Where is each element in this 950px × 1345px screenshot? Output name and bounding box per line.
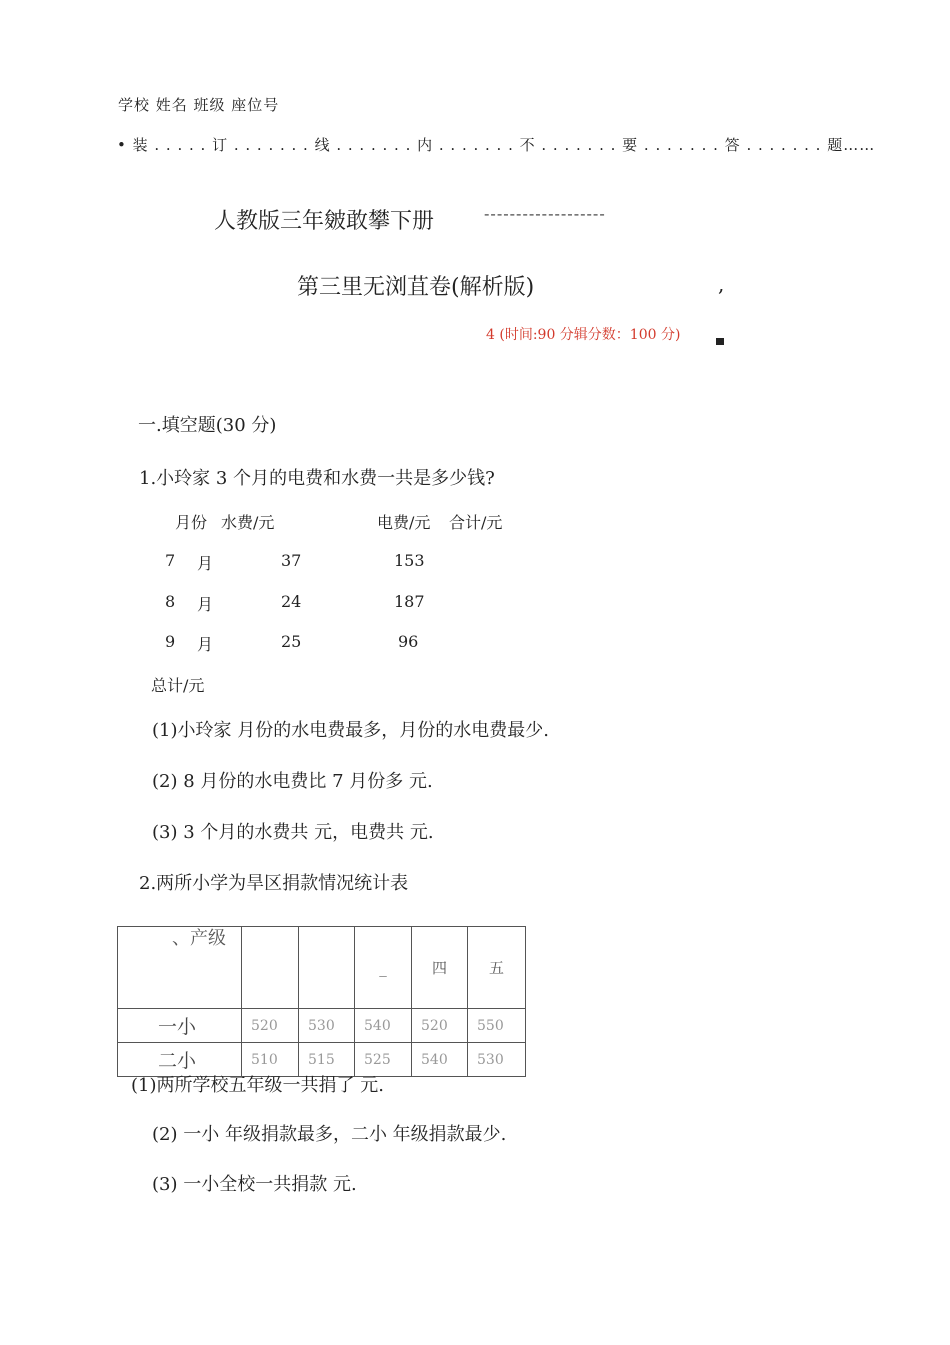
table-cell: 540 [355,1009,412,1043]
col-month-header: 月份 [175,513,208,532]
section-heading: 一.填空题(30 分) [138,415,277,436]
row-elec: 153 [394,551,425,570]
grade-header: 四 [412,927,468,1009]
grade-header [242,927,299,1009]
col-water-header: 水费/元 [221,513,275,532]
seal-line: • 装 . . . . . 订 . . . . . . . 线 . . . . . . . 内 . . . . . . . 不 . . . . . . . 要 . . . . . . . 答 . . . . . . . 题…… [117,136,876,154]
row-elec: 96 [398,632,419,651]
donation-table [117,926,526,1077]
school-name: 一小 [158,1016,197,1038]
table-cell: 530 [468,1043,526,1077]
title-line1: 人教版三年皴敢攀下册 [214,209,435,234]
table-cell: 525 [355,1043,412,1077]
title-line2: 第三里无浏苴卷(解析版) [297,275,535,300]
table-cell: 530 [299,1009,355,1043]
grade-header: _ [355,927,412,1009]
grade-header: 五 [468,927,526,1009]
row-water: 24 [281,592,302,611]
table-cell: 550 [468,1009,526,1043]
table-corner-label: 、产级 [172,928,226,949]
question-2-sub-1: (1)两所学校五年级一共捐了 元. [131,1075,384,1096]
question-1: 1.小玲家 3 个月的电费和水费一共是多少钱? [139,468,495,489]
col-total-header: 合计/元 [449,513,503,532]
question-2-sub-3: (3) 一小全校一共捐款 元. [152,1174,357,1195]
question-2-sub-2: (2) 一小 年级捐款最多，二小 年级捐款最少. [152,1124,507,1145]
row-month-num: 7 [165,551,176,570]
table-cell: 520 [242,1009,299,1043]
row-month-unit: 月 [197,595,214,614]
student-info-line: 学校 姓名 班级 座位号 [118,96,280,114]
table-corner-cell [118,927,242,1009]
row-month-unit: 月 [197,554,214,573]
row-month-num: 9 [165,632,176,651]
col-elec-header: 电费/元 [377,513,431,532]
question-2: 2.两所小学为旱区捐款情况统计表 [139,873,409,894]
table-cell: 510 [242,1043,299,1077]
row-water: 25 [281,632,302,651]
question-1-sub-1: (1)小玲家 月份的水电费最多，月份的水电费最少. [152,720,549,741]
title-comma: , [718,272,725,296]
grade-header [299,927,355,1009]
scan-mark [716,338,724,345]
table-row [118,1009,526,1043]
total-label: 总计/元 [151,676,205,695]
question-1-sub-3: (3) 3 个月的水费共 元，电费共 元. [152,822,434,843]
title-dashes: ------------------- [484,204,606,223]
table-cell: 515 [299,1043,355,1077]
row-month-num: 8 [165,592,176,611]
row-elec: 187 [394,592,425,611]
time-score-note: 4 (时间:90 分辑分数：100 分) [486,327,681,343]
question-1-sub-2: (2) 8 月份的水电费比 7 月份多 元. [152,771,433,792]
school-name: 二小 [158,1050,197,1072]
row-month-unit: 月 [197,635,214,654]
table-cell: 540 [412,1043,468,1077]
table-cell: 520 [412,1009,468,1043]
row-water: 37 [281,551,302,570]
